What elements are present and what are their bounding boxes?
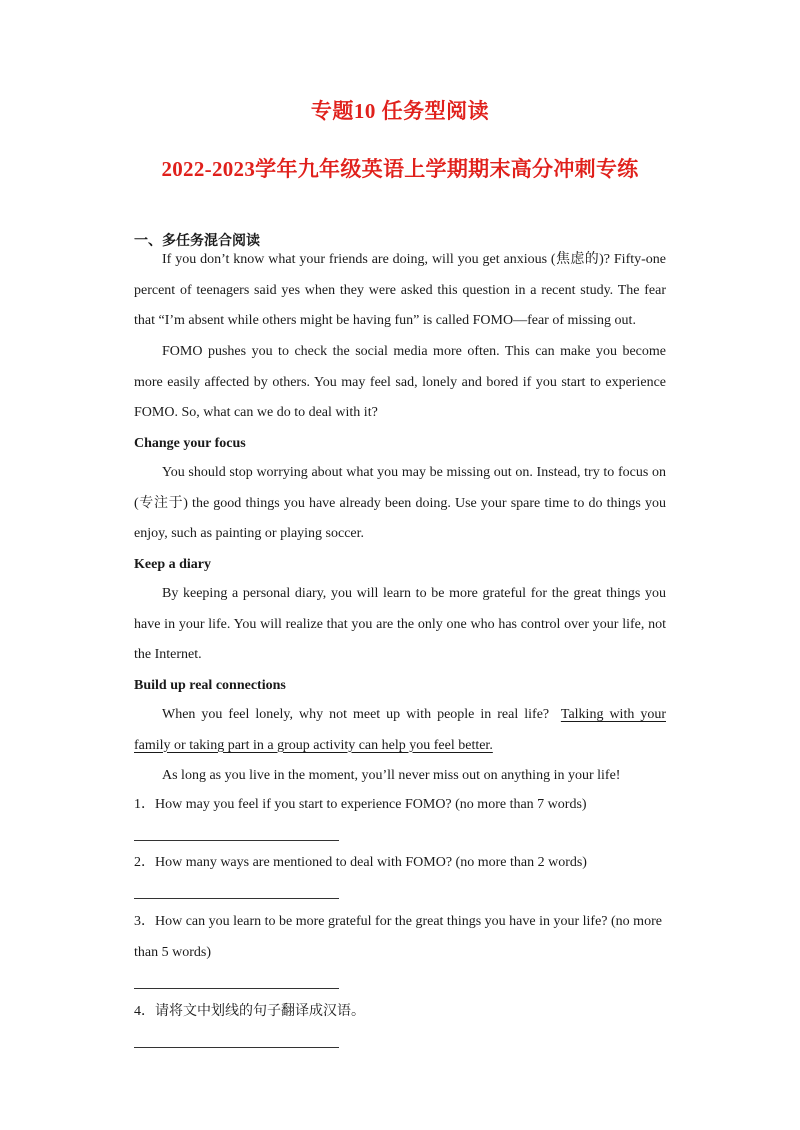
answer-line-3[interactable] [134, 988, 339, 989]
paragraph-4: By keeping a personal diary, you will learn to be more grateful for the great things you have in your life. You will realize that you are the only one who has control over your life, not the Internet. [134, 586, 666, 662]
heading-keep-a-diary: Keep a diary [134, 557, 211, 572]
question-1: 1．How may you feel if you start to experience FOMO? (no more than 7 words) [134, 797, 587, 812]
paragraph-5: When you feel lonely, why not meet up with people in real life? Talking with your family or taking part in a group activity can help you feel better. [134, 707, 666, 753]
paragraph-3: You should stop worrying about what you may be missing out on. Instead, try to focus on (专注于) the good things you have already been doing. Use your spare time to do things you enjoy, such as painting or playing soccer. [134, 465, 666, 541]
page-subtitle: 2022-2023学年九年级英语上学期期末高分冲刺专练 [161, 157, 639, 181]
paragraph-1: If you don’t know what your friends are doing, will you get anxious (焦虑的)? Fifty-one percent of teenagers said yes when they were asked this question in a recent study. The fear that “I’m absent while others might be having fun” is called FOMO—fear of missing out. [134, 252, 666, 328]
answer-line-1[interactable] [134, 840, 339, 841]
paragraph-2: FOMO pushes you to check the social media more often. This can make you become more easily affected by others. You may feel sad, lonely and bored if you start to experience FOMO. So, what can we do to deal with it? [134, 344, 666, 420]
heading-change-your-focus: Change your focus [134, 436, 246, 451]
paragraph-6: As long as you live in the moment, you’ll never miss out on anything in your life! [162, 768, 621, 783]
underlined-sentence: Talking with your family or taking part in a group activity can help you feel better. [134, 707, 666, 753]
question-3: 3．How can you learn to be more grateful for the great things you have in your life? (no more than 5 words) [134, 914, 662, 960]
question-4: 4．请将文中划线的句子翻译成汉语。 [134, 1004, 365, 1019]
question-2: 2．How many ways are mentioned to deal with FOMO? (no more than 2 words) [134, 855, 587, 870]
heading-build-up-real-connections: Build up real connections [134, 678, 286, 693]
section-heading: 一、多任务混合阅读 [134, 234, 260, 249]
answer-line-2[interactable] [134, 898, 339, 899]
answer-line-4[interactable] [134, 1047, 339, 1048]
page-title: 专题10 任务型阅读 [310, 99, 490, 123]
